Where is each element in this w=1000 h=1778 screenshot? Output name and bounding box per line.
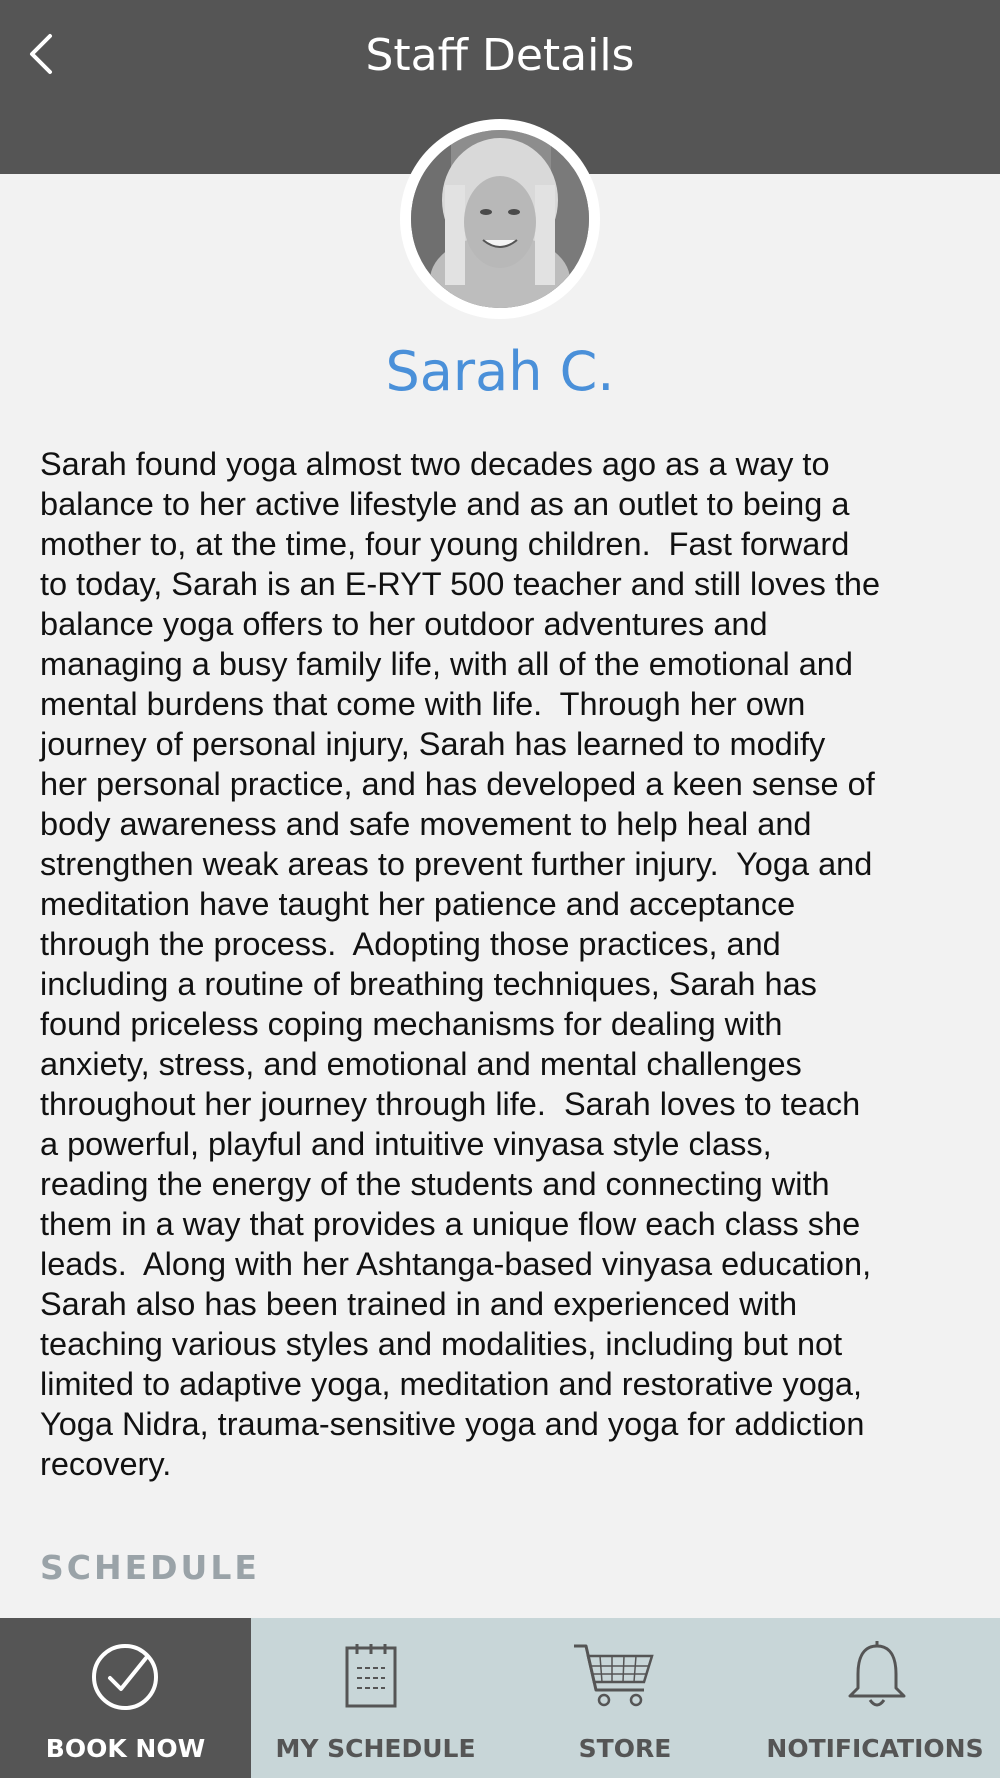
tab-my-schedule[interactable]	[251, 1618, 500, 1778]
tab-store[interactable]	[500, 1618, 750, 1778]
tab-my-schedule-label: MY SCHEDULE	[275, 1734, 476, 1763]
tab-book-now-label: BOOK NOW	[45, 1734, 206, 1763]
tab-notifications-label: NOTIFICATIONS	[766, 1734, 984, 1763]
cart-icon	[572, 1642, 656, 1712]
check-circle-icon	[90, 1642, 160, 1712]
page-title: Staff Details	[365, 30, 635, 81]
bell-icon	[846, 1640, 908, 1712]
calendar-icon	[343, 1642, 399, 1710]
bottom-tab-bar	[0, 1618, 1000, 1778]
staff-photo	[411, 130, 589, 308]
tab-store-label: STORE	[578, 1734, 672, 1763]
staff-avatar	[400, 119, 600, 319]
tab-book-now[interactable]	[0, 1618, 251, 1778]
staff-name: Sarah C.	[385, 340, 615, 403]
tab-notifications[interactable]	[750, 1618, 1000, 1778]
schedule-heading: SCHEDULE	[40, 1548, 260, 1587]
staff-bio: Sarah found yoga almost two decades ago as a way to balance to her active lifestyle and as an outlet to being a mother to, at the time, four young children. Fast forward to today, Sarah is an E-RYT 500 teacher and still loves the balance yoga offers to her outdoor adventures and managing a busy family life, with all of the emotional and mental burdens that come with life. Through her own journey of personal injury, Sarah has learned to modify her personal practice, and has developed a keen sense of body awareness and safe movement to help heal and strengthen weak areas to prevent further injury. Yoga and meditation have taught her patience and acceptance through the process. Adopting those practices, and including a routine of breathing techniques, Sarah has found priceless coping mechanisms for dealing with anxiety, stress, and emotional and mental challenges throughout her journey through life. Sarah loves to teach a powerful, playful and intuitive vinyasa style class, reading the energy of the students and connecting with them in a way that provides a unique flow each class she leads. Along with her Ashtanga-based vinyasa education, Sarah also has been trained in and experienced with teaching various styles and modalities, including but not limited to adaptive yoga, meditation and restorative yoga, Yoga Nidra, trauma-sensitive yoga and yoga for addiction recovery.	[40, 446, 881, 1482]
